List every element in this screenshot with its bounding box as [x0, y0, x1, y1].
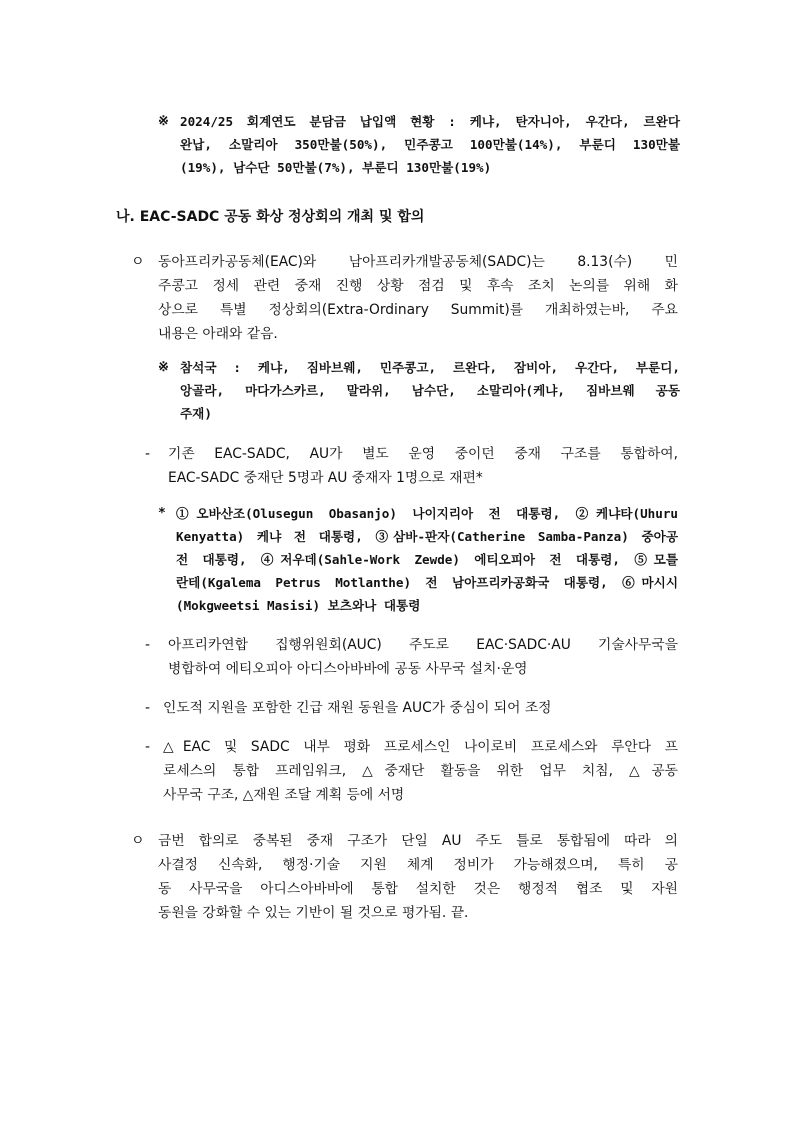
section-heading: 나. EAC-SADC 공동 화상 정상회의 개최 및 합의 [116, 209, 425, 225]
dash2-marker: - [145, 637, 151, 653]
dash4-line: 로세스의 통합 프레임워크, △중재단 활동을 위한 업무 치침, △공동 [163, 763, 678, 779]
dash2-paragraph [168, 633, 678, 681]
dash1-marker: - [145, 446, 151, 462]
note-fees [180, 110, 680, 179]
bullet1-line: 상으로 특별 정상회의(Extra-Ordinary Summit)를 개최하였는바, 주요 [158, 302, 678, 318]
bullet2-line: 동 사무국을 아디스아바바에 통합 설치한 것은 행정적 협조 및 자원 [158, 881, 678, 897]
dash1-line: EAC-SADC 중재단 5명과 AU 중재자 1명으로 재편* [168, 470, 483, 486]
note-attendees [180, 356, 680, 425]
bullet1-paragraph [158, 250, 678, 346]
bullet2-marker: ㅇ [131, 833, 145, 849]
bullet1-line: 동아프리카공동체(EAC)와 남아프리카개발공동체(SADC)는 8.13(수) 민 [158, 254, 678, 270]
dash4-paragraph [163, 735, 678, 807]
dash1-line: 기존 EAC-SADC, AU가 별도 운영 중이던 중재 구조를 통합하여, [168, 446, 678, 462]
note-mediators-line: 전 대통령, ④저우데(Sahle-Work Zewde) 에티오피아 전 대통령, ⑤모틀 [176, 552, 678, 567]
dash1-paragraph [168, 442, 678, 490]
note-fees-line: 완납, 소말리아 350만불(50%), 민주콩고 100만불(14%), 부룬디 130만불 [180, 137, 680, 152]
dash4-line: 사무국 구조, △재원 조달 계획 등에 서명 [163, 787, 405, 803]
note-mediators-line: (Mokgweetsi Masisi) 보츠와나 대통령 [176, 598, 421, 613]
dash3-marker: - [145, 700, 151, 716]
note-mediators-line: ①오바산조(Olusegun Obasanjo) 나이지리아 전 대통령, ②케냐타(Uhuru [176, 506, 678, 521]
dash3-paragraph [163, 696, 678, 720]
dash2-line: 아프리카연합 집행위원회(AUC) 주도로 EAC·SADC·AU 기술사무국을 [168, 637, 678, 653]
note-attendees-line: 주재) [180, 406, 212, 421]
note-mediators [176, 502, 678, 617]
dash4-line: △EAC 및 SADC 내부 평화 프로세스인 나이로비 프로세스와 루안다 프 [163, 739, 678, 755]
bullet1-line: 내용은 아래와 같음. [158, 326, 278, 342]
note-mediators-line: 란테(Kgalema Petrus Motlanthe) 전 남아프리카공화국 대통령, ⑥마시시 [176, 575, 678, 590]
dash2-line: 병합하여 에티오피아 아디스아바바에 공동 사무국 설치·운영 [168, 661, 528, 677]
note-fees-line: 2024/25 회계연도 분담금 납입액 현황 : 케냐, 탄자니아, 우간다, 르완다 [180, 114, 680, 129]
dash3-line: 인도적 지원을 포함한 긴급 재원 동원을 AUC가 중심이 되어 조정 [163, 700, 552, 716]
dash4-marker: - [145, 739, 151, 755]
bullet1-line: 주콩고 정세 관련 중재 진행 상황 점검 및 후속 조치 논의를 위해 화 [158, 278, 678, 294]
bullet2-paragraph [158, 829, 678, 925]
note-fees-line: (19%), 남수단 50만불(7%), 부룬디 130만불(19%) [180, 160, 492, 175]
bullet1-marker: ㅇ [131, 254, 145, 270]
note-attendees-line: 참석국 : 케냐, 짐바브웨, 민주콩고, 르완다, 잠비아, 우간다, 부룬디, [180, 360, 680, 375]
note-mediators-marker: * [158, 506, 166, 521]
note-attendees-line: 앙골라, 마다가스카르, 말라위, 남수단, 소말리아(케냐, 짐바브웨 공동 [180, 383, 680, 398]
note-fees-marker: ※ [158, 114, 169, 129]
note-mediators-line: Kenyatta) 케냐 전 대통령, ③삼바-판자(Catherine Samba-Panza) 중아공 [176, 529, 678, 544]
note-attendees-marker: ※ [158, 360, 169, 375]
bullet2-line: 사결정 신속화, 행정·기술 지원 체계 정비가 가능해졌으며, 특히 공 [158, 857, 678, 873]
bullet2-line: 동원을 강화할 수 있는 기반이 될 것으로 평가됨. 끝. [158, 905, 469, 921]
bullet2-line: 금번 합의로 중복된 중재 구조가 단일 AU 주도 틀로 통합됨에 따라 의 [158, 833, 678, 849]
